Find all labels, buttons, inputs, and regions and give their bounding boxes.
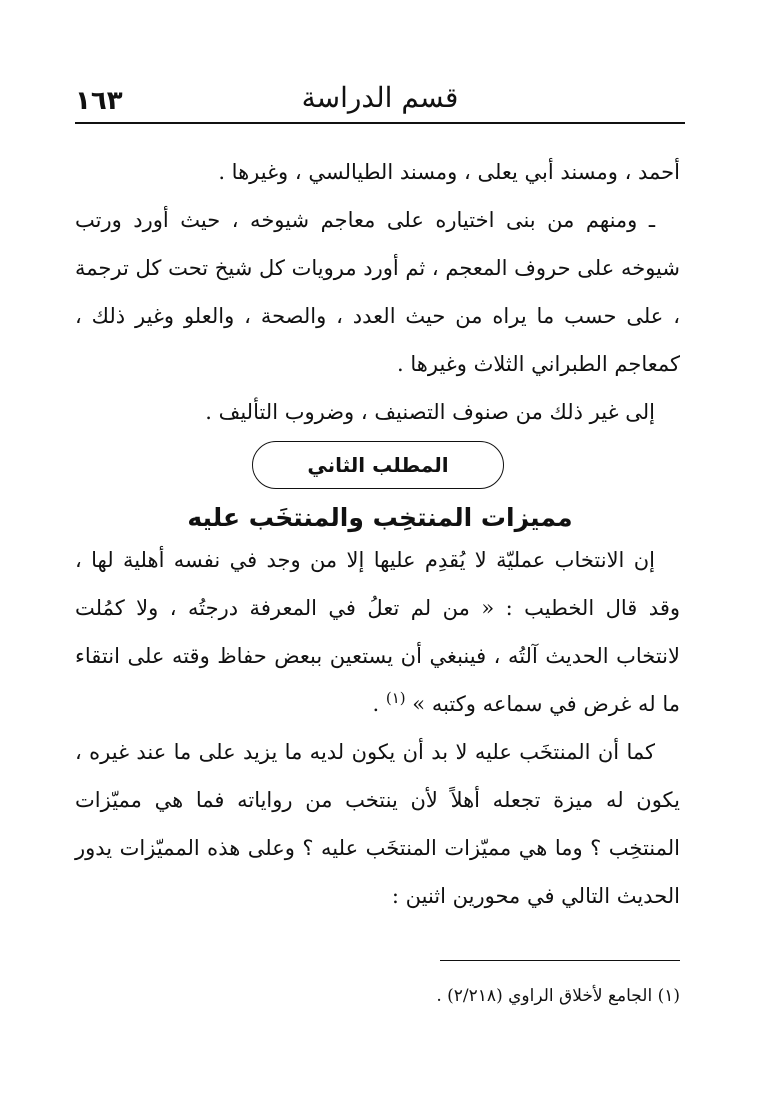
footnote-rule: [440, 960, 680, 961]
paragraph: [75, 536, 680, 728]
page-header: [75, 78, 685, 126]
intro-paragraphs: [75, 148, 680, 436]
header-rule: [75, 122, 685, 124]
paragraph: كما أن المنتخَب عليه لا بد أن يكون لديه ما يزيد على ما عند غيره ، يكون له ميزة تجعله أهلاً لأن ينتخب من رواياته فما هي مميّزات المنتخِب ؟ وما هي مميّزات المنتخَب عليه ؟ وعلى هذه المميّزات يدور الحديث التالي في محورين اثنين :: [75, 740, 680, 908]
section-label-box: المطلب الثاني: [252, 441, 504, 489]
paragraph: ـ ومنهم من بنى اختياره على معاجم شيوخه ، حيث أورد ورتب شيوخه على حروف المعجم ، ثم أورد مرويات كل شيخ تحت كل ترجمة ، على حسب ما يراه من حيث العدد ، والصحة ، والعلو وغير ذلك ، كمعاجم الطبراني الثلاث وغيرها .: [75, 208, 680, 376]
paragraph: أحمد ، ومسند أبي يعلى ، ومسند الطيالسي ، وغيرها .: [218, 160, 680, 184]
footnote-marker: (١): [385, 689, 406, 707]
page-number: ١٦٣: [75, 86, 123, 116]
paragraph-end: .: [372, 692, 386, 716]
section-title: مميزات المنتخِب والمنتخَب عليه: [187, 503, 573, 532]
paragraph-text: إن الانتخاب عمليّة لا يُقدِم عليها إلا من وجد في نفسه أهلية لها ، وقد قال الخطيب : « من لم تعلُ في المعرفة درجتُه ، ولا كمُلت لانتخاب الحديث آلتُه ، فينبغي أن يستعين ببعض حفاظ وقته على انتقاء ما له غرض في سماعه وكتبه »: [75, 548, 680, 716]
running-title: قسم الدراسة: [301, 81, 459, 114]
section-paragraphs: [75, 536, 680, 920]
paragraph: إلى غير ذلك من صنوف التصنيف ، وضروب التأليف .: [205, 400, 655, 424]
footnote: (١) الجامع لأخلاق الراوي (٢/٢١٨) .: [436, 986, 680, 1006]
